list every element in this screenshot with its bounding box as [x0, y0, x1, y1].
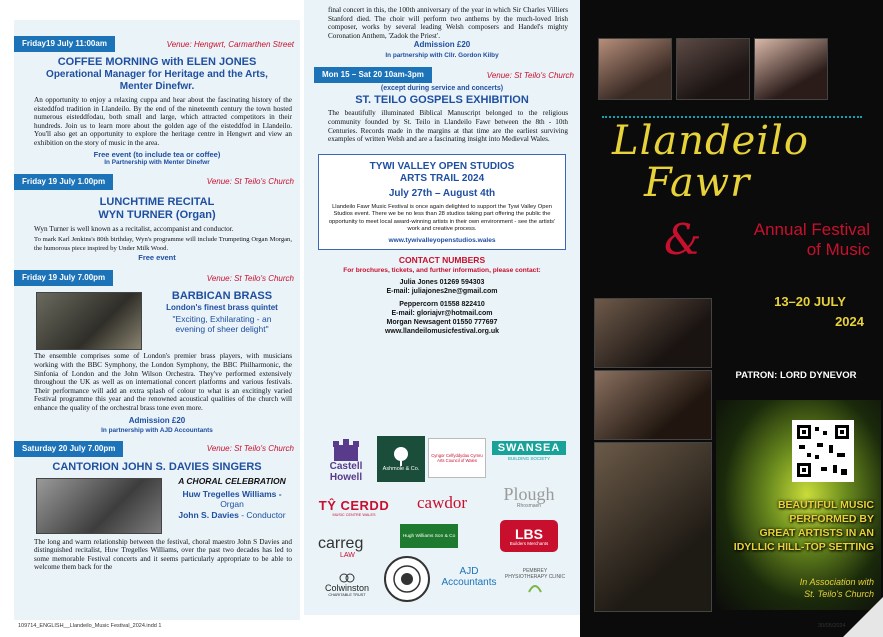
colwinston-sub: CHARITABLE TRUST [328, 593, 366, 597]
cover-title-fawr: Fawr [644, 160, 751, 206]
tywi-body: Llandeilo Fawr Music Festival is once again delighted to support the Tywi Valley Open Studios event. There we be no less than 28 studios taking part offering the public the opportunity to meet local award-winning artists in their own environment - see the artists' work and creative process. [328, 203, 556, 232]
contact-peppercorn: Peppercorn 01558 822410 [399, 301, 485, 309]
castell-howell-text: Castell Howell [329, 461, 363, 483]
column-left [14, 20, 300, 620]
event-bar-cantorion [14, 441, 300, 457]
town-seal-logo [384, 556, 430, 602]
tagline-line1: BEAUTIFUL MUSIC [777, 499, 874, 511]
contact-julia: Julia Jones 01269 594303 [399, 279, 485, 287]
physio-figure-icon [525, 580, 545, 594]
event-date: Saturday 20 July 7.00pm [14, 441, 123, 457]
cover-tagline [716, 498, 882, 554]
event-venue: Venue: Hengwrt, Carmarthen Street [166, 39, 294, 49]
event-body-2: To mark Karl Jenkins's 80th birthday, Wyn's programme will include Trumpeting Organ Morgan, the humorous piece inspired by Under Milk Wood. [34, 236, 292, 252]
lbs-logo [500, 520, 558, 552]
page-curl [843, 597, 883, 637]
cantorion-partner: In partnership with Cllr. Gordon Kilby [385, 52, 499, 60]
contact-title: CONTACT NUMBERS [398, 255, 486, 266]
lbs-text: LBS [515, 525, 543, 542]
event-partner: In Partnership with Menter Dinefwr [104, 158, 210, 166]
swansea-bs-logo [490, 436, 568, 466]
ashmole-logo [377, 436, 425, 482]
ajd-text: AJD Accountants [441, 566, 497, 588]
event-body: Wyn Turner is well known as a recitalist, accompanist and conductor. [34, 224, 234, 233]
cover-panel [580, 0, 883, 637]
castell-howell-logo [318, 434, 374, 488]
lbs-sub: Builders Merchants [509, 540, 549, 546]
performer-conductor: John S. Davies [178, 509, 239, 520]
event-title-2: WYN TURNER (Organ) [98, 208, 216, 221]
event-body: The beautifully illuminated Biblical Manuscript belonged to the religious community founded by St. Teilo in Llandeilo Fawr between the 8th - 10th Centuries. Records made in the margins at that time are the earliest surviving examples of written Welsh and are a fascinating insight into Medieval Wales. [328, 109, 568, 144]
hugh-williams-text: Hugh Williams Son & Co [402, 533, 456, 539]
carreg-sub: LAW [340, 551, 355, 559]
footer-filename: 109714_ENGLISH__Llandeilo_Music Festival_2024.indd 1 [18, 623, 162, 629]
event-subtitle: Operational Manager for Heritage and the Arts, Menter Dinefwr. [46, 69, 268, 92]
qr-code-icon [795, 423, 851, 479]
choir-cover-photo [594, 370, 712, 440]
event-date: Friday 19 July 1.00pm [14, 174, 113, 190]
event-title: COFFEE MORNING with ELEN JONES [57, 56, 257, 68]
ty-cerdd-text: TŶ CERDD [318, 497, 390, 513]
event-subtitle: A CHORAL CELEBRATION [178, 475, 286, 486]
event-bar-exhibition [314, 67, 580, 83]
event-title: LUNCHTIME RECITAL [99, 195, 215, 208]
ajd-logo [440, 562, 498, 592]
cover-sub-line2: of Music [806, 240, 870, 259]
event-bar-barbican [14, 270, 300, 286]
ampersand-mark: & [664, 215, 702, 264]
contact-julia-email[interactable]: E-mail: juliajones2ne@gmail.com [386, 288, 498, 296]
cover-dates-days: 13–20 JULY [774, 294, 846, 309]
brass-quintet-photo [36, 292, 142, 350]
swansea-sub: BUILDING SOCIETY [507, 456, 551, 461]
tagline-line4: IDYLLIC HILL-TOP SETTING [733, 541, 874, 553]
footer-date: 30/05/2024 [818, 623, 846, 629]
event-venue: Venue: St Teilo's Church [486, 70, 574, 80]
tree-icon [391, 446, 411, 466]
performer-organ: Huw Tregelles Williams - [182, 488, 282, 499]
cover-sub [690, 220, 870, 260]
seal-emblem-icon [392, 564, 422, 594]
ensemble-photo [594, 298, 712, 368]
event-venue: Venue: St Teilo's Church [206, 177, 294, 187]
event-admission: Admission £20 [128, 415, 186, 425]
plough-logo [490, 480, 568, 514]
ashmole-text: Ashmole & Co. [382, 466, 420, 472]
event-quote: "Exciting, Exhilarating - an evening of sheer delight" [172, 314, 272, 335]
cantorion-continued: final concert in this, the 100th anniversary of the year in which Sir Charles Villiers Stanford died. The choir will perform two anthems by the much-loved Irish composer, works by several leading Welsh composers and Handel's mighty Coronation Anthem, 'Zadok the Priest'. [328, 6, 568, 40]
cantorion-block [14, 476, 300, 538]
event-date: Mon 15 – Sat 20 10am-3pm [314, 67, 432, 83]
performer-organ-role: Organ [220, 498, 244, 509]
ty-cerdd-logo [318, 492, 390, 522]
cawdor-logo [404, 488, 480, 518]
plough-text: Plough [503, 484, 555, 504]
cover-dates-year: 2024 [835, 314, 864, 329]
event-body: The ensemble comprises some of London's premier brass players, with musicians working with the BBC Symphony, the London Symphony, the BBC Philharmonic, the Sinfonia of London and the John Wilson Orchestra. They've performed extensively throughout the UK as well as on international concert platforms and various festivals. Their performance will add an extra splash of colour to what is an excitingly varied Festival programme this year and the renowned acoustical qualities of the church will enhance the quality of the orchestral brass tone even more. [34, 352, 292, 412]
swansea-text: SWANSEA [492, 441, 567, 455]
cover-dates [750, 292, 870, 332]
contact-website[interactable]: www.llandeilomusicfestival.org.uk [384, 328, 500, 336]
colwinston-logo [316, 568, 378, 602]
event-partner: In partnership with AJD Accountants [101, 426, 213, 434]
cantorion-heading [164, 476, 300, 520]
cawdor-text: cawdor [416, 493, 468, 512]
performer-photo-female [754, 38, 828, 100]
tywi-box [318, 154, 566, 251]
plough-sub: Rhosmaen [516, 503, 542, 509]
qr-code[interactable] [792, 420, 854, 482]
event-date: Friday 19 July 7.00pm [14, 270, 113, 286]
event-venue: Venue: St Teilo's Church [206, 444, 294, 453]
contact-subtitle: For brochures, tickets, and further information, please contact: [343, 267, 541, 275]
castle-icon [331, 439, 361, 461]
pembrey-logo [504, 560, 566, 602]
tagline-line2: PERFORMED BY [789, 513, 874, 525]
event-venue: Venue: St Teilo's Church [206, 273, 294, 283]
contact-gloria-email[interactable]: E-mail: gloriajvr@hotmail.com [391, 310, 493, 318]
orchestra-photo [594, 442, 712, 612]
hugh-williams-logo [400, 524, 458, 548]
event-subtitle: London's finest brass quintet [166, 303, 278, 313]
cover-title-llandeilo: Llandeilo [612, 118, 809, 164]
carreg-law-logo [318, 530, 380, 564]
barbican-block [14, 290, 300, 352]
tagline-line3: GREAT ARTISTS IN AN [759, 527, 874, 539]
pembrey-text: PEMBREY PHYSIOTHERAPY CLINIC [504, 568, 566, 580]
carreg-text: carreg [318, 534, 364, 552]
performer-photo-male [598, 38, 672, 100]
event-date: Friday19 July 11:00am [14, 36, 115, 52]
performer-conductor-role: - Conductor [238, 509, 286, 520]
event-title: ST. TEILO GOSPELS EXHIBITION [355, 94, 529, 107]
tywi-url[interactable]: www.tywivalleyopenstudios.wales [388, 237, 496, 245]
cover-patron: PATRON: LORD DYNEVOR [735, 370, 857, 381]
event-free: Free event [138, 253, 176, 263]
cover-sub-line1: Annual Festival [753, 220, 870, 239]
event-note: (except during service and concerts) [380, 85, 504, 93]
event-title: CANTORION JOHN S. DAVIES SINGERS [52, 460, 262, 473]
association-line1: In Association with [799, 577, 874, 587]
arts-council-text: Cyngor Celfyddydau Cymru Arts Council of Wales [431, 453, 483, 463]
contact-block [304, 255, 580, 336]
cantorion-admission: Admission £20 [413, 40, 471, 50]
event-bar-lunchtime [14, 174, 300, 190]
arts-council-logo [428, 438, 486, 478]
tywi-dates: July 27th – August 4th [388, 187, 496, 199]
event-title: BARBICAN BRASS [171, 290, 273, 303]
event-free: Free event (to include tea or coffee) [93, 149, 221, 159]
tywi-title-2: ARTS TRAIL 2024 [399, 172, 485, 184]
church-interior-photo [676, 38, 750, 100]
event-bar-coffee [14, 36, 300, 52]
colwinston-mark-icon [339, 573, 355, 583]
colwinston-text: Colwinston [324, 583, 370, 593]
association-line2: St. Teilo's Church [804, 589, 874, 599]
event-body: The long and warm relationship between the festival, choral maestro John S Davies and distinguished recitalist, Huw Tregelles Williams, over the past two decades has led to some memorable Festival concerts and it seems particularly appropriate to be able to welcome them back for the [34, 537, 292, 572]
choir-photo [36, 478, 162, 534]
event-body: An opportunity to enjoy a relaxing cuppa and hear about the fascinating history of the eisteddfod tradition in Llandeilo. By the end of the nineteenth century the town hosted numerous eisteddfodau, both small and large, which attracted competitors in their hundreds. Join us to learn more about the golden age of the eisteddfod in Llandeilo. You'll also get an opportunity to explore the heritage centre in Hengwrt and view an exhibition on the story of music in the area. [34, 96, 292, 147]
contact-morgan: Morgan Newsagent 01550 777697 [386, 319, 498, 327]
barbican-heading [144, 290, 300, 334]
ty-cerdd-sub: MUSIC CENTRE WALES [332, 512, 376, 517]
tywi-title: TYWI VALLEY OPEN STUDIOS [369, 160, 515, 172]
